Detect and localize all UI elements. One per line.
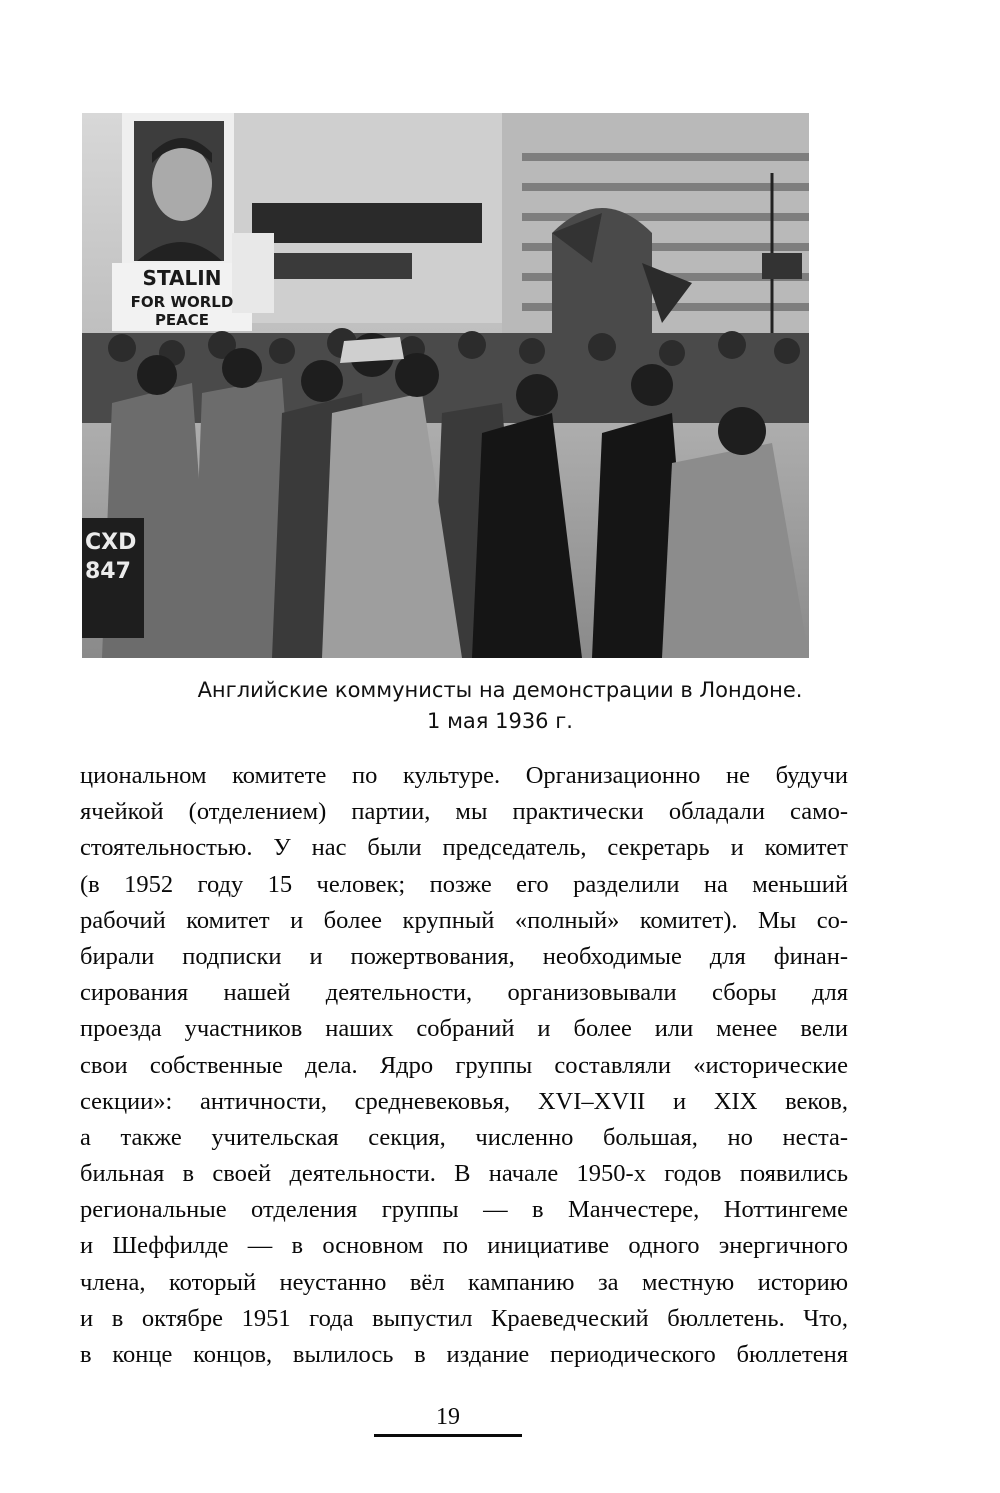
sign-text-line-3: PEACE — [154, 311, 210, 329]
body-line: циональном комитете по культуре. Организационно не будучи — [80, 762, 848, 789]
body-line: а также учительская секция, численно большая, но неста- — [80, 1123, 848, 1151]
body-line: и Шеффилде — в основном по инициативе одного энергичного — [80, 1232, 848, 1260]
sign-text-line-1: STALIN — [142, 266, 222, 290]
body-line: рабочий комитет и более крупный «полный» комитет). Мы со- — [80, 906, 848, 934]
sign-text-line-2: FOR WORLD — [130, 293, 234, 311]
body-line: сирования нашей деятельности, организовывали сборы для — [80, 979, 848, 1007]
body-line: бильная в своей деятельности. В начале 1950-х годов появились — [80, 1160, 848, 1188]
body-line: ячейкой (отделением) партии, мы практически обладали само- — [80, 798, 848, 826]
body-line: в конце концов, вылилось в издание периодического бюллетеня — [80, 1341, 848, 1368]
body-line: свои собственные дела. Ядро группы составляли «исторические — [80, 1051, 848, 1079]
body-paragraph — [80, 758, 848, 1373]
caption-line-1: Английские коммунисты на демонстрации в Лондоне. — [197, 678, 803, 702]
demonstration-photo — [82, 113, 809, 658]
body-line: проезда участников наших собраний и более или менее вели — [80, 1015, 848, 1043]
body-line: члена, который неустанно вёл кампанию за местную историю — [80, 1268, 848, 1296]
plate-text-line-2: 847 — [85, 559, 131, 584]
photo-graphic — [82, 113, 809, 658]
body-line: секции»: античности, средневековья, XVI–XVII и XIX веков, — [80, 1087, 848, 1115]
caption-line-2: 1 мая 1936 г. — [427, 709, 573, 733]
body-line: и в октябре 1951 года выпустил Краеведческий бюллетень. Что, — [80, 1304, 848, 1332]
body-line: стоятельностью. У нас были председатель, секретарь и комитет — [80, 834, 848, 862]
plate-text-line-1: CXD — [85, 530, 137, 555]
page-number-rule — [374, 1434, 522, 1437]
page-number: 19 — [436, 1404, 460, 1430]
body-line: региональные отделения группы — в Манчестере, Ноттингеме — [80, 1196, 848, 1224]
body-line: бирали подписки и пожертвования, необходимые для финан- — [80, 942, 848, 970]
photo-caption — [100, 675, 900, 737]
body-line: (в 1952 году 15 человек; позже его разделили на меньший — [80, 870, 848, 898]
